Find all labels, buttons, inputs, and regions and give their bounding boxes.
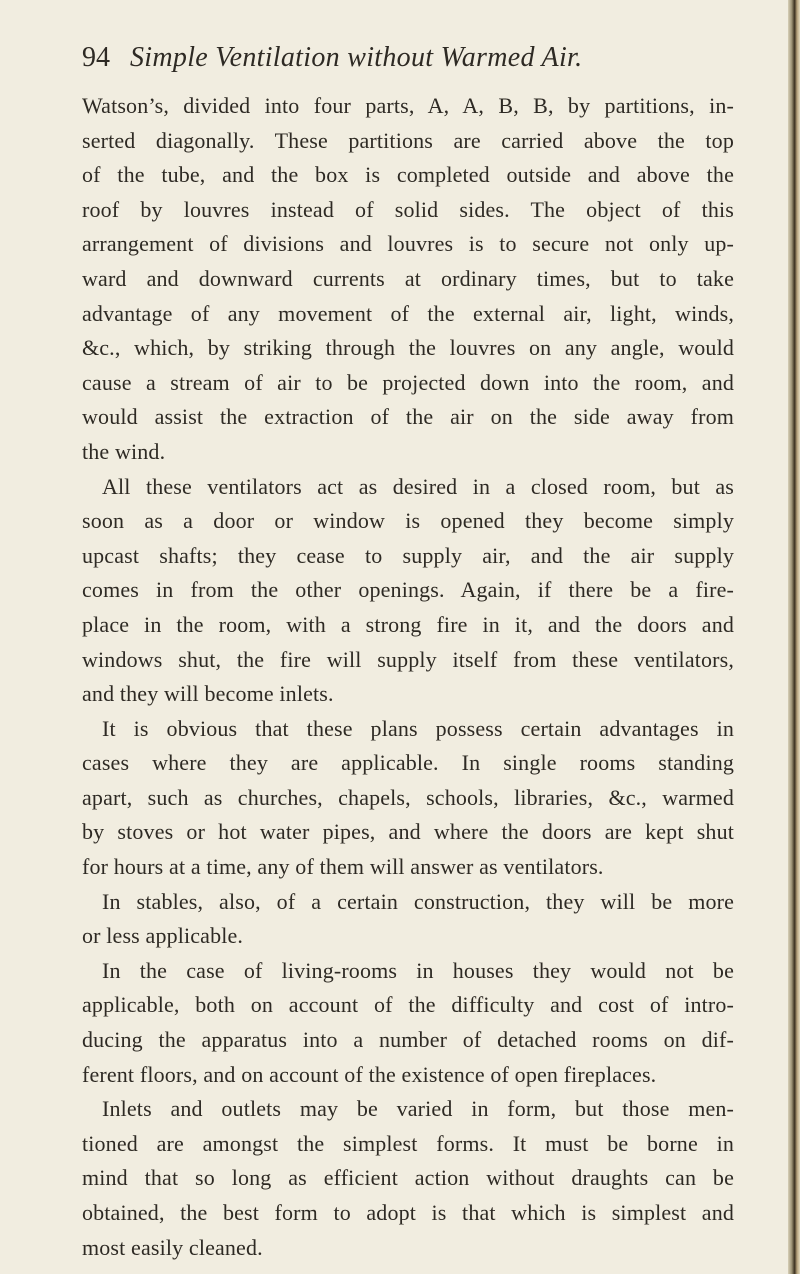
text-line-17: windows shut, the fire will supply itself from these ventilators,: [82, 646, 734, 672]
running-head: [82, 42, 762, 86]
text-line-27: applicable, both on account of the difficulty and cost of intro-: [82, 992, 734, 1018]
text-line-25: or less applicable.: [82, 923, 244, 949]
text-line-3: of the tube, and the box is completed outside and above the: [82, 162, 734, 188]
text-line-16: place in the room, with a strong fire in it, and the doors and: [82, 611, 734, 637]
text-line-9: cause a stream of air to be projected down into the room, and: [82, 369, 734, 395]
text-line-21: apart, such as churches, chapels, schools, libraries, &c., warmed: [82, 784, 734, 810]
text-line-12: All these ventilators act as desired in a closed room, but as: [102, 473, 734, 499]
text-line-6: ward and downward currents at ordinary times, but to take: [82, 265, 734, 291]
text-line-10: would assist the extraction of the air on the side away from: [82, 404, 734, 430]
text-line-20: cases where they are applicable. In single rooms standing: [82, 750, 734, 776]
text-line-14: upcast shafts; they cease to supply air, and the air supply: [82, 542, 734, 568]
text-line-18: and they will become inlets.: [82, 681, 334, 707]
text-line-8: &c., which, by striking through the louvres on any angle, would: [82, 335, 734, 361]
text-line-1: Watson’s, divided into four parts, A, A, B, B, by partitions, in-: [82, 93, 734, 118]
text-line-29: ferent floors, and on account of the existence of open fireplaces.: [82, 1061, 657, 1087]
text-line-7: advantage of any movement of the external air, light, winds,: [82, 300, 734, 326]
text-line-26: In the case of living-rooms in houses they would not be: [102, 957, 734, 983]
text-line-24: In stables, also, of a certain construction, they will be more: [102, 888, 734, 914]
text-line-5: arrangement of divisions and louvres is to secure not only up-: [82, 231, 734, 257]
text-line-19: It is obvious that these plans possess certain advantages in: [102, 715, 734, 741]
page-edge: [788, 0, 800, 1274]
text-line-30: Inlets and outlets may be varied in form, but those men-: [102, 1096, 734, 1122]
text-line-22: by stoves or hot water pipes, and where the doors are kept shut: [82, 819, 734, 845]
text-line-28: ducing the apparatus into a number of detached rooms on dif-: [82, 1027, 734, 1053]
text-line-4: roof by louvres instead of solid sides. The object of this: [82, 196, 734, 222]
text-line-13: soon as a door or window is opened they become simply: [82, 508, 734, 534]
text-line-31: tioned are amongst the simplest forms. It must be borne in: [82, 1130, 734, 1156]
text-line-23: for hours at a time, any of them will answer as ventilators.: [82, 854, 604, 880]
text-line-32: mind that so long as efficient action without draughts can be: [82, 1165, 734, 1191]
text-line-33: obtained, the best form to adopt is that which is simplest and: [82, 1200, 734, 1225]
page-number: 94: [82, 42, 110, 73]
text-line-2: serted diagonally. These partitions are carried above the top: [82, 127, 734, 153]
text-line-34: most easily cleaned.: [82, 1234, 263, 1260]
running-title: Simple Ventilation without Warmed Air.: [130, 42, 583, 73]
text-line-15: comes in from the other openings. Again, if there be a fire-: [82, 577, 734, 603]
body-text: [82, 89, 734, 1265]
text-line-11: the wind.: [82, 438, 166, 464]
